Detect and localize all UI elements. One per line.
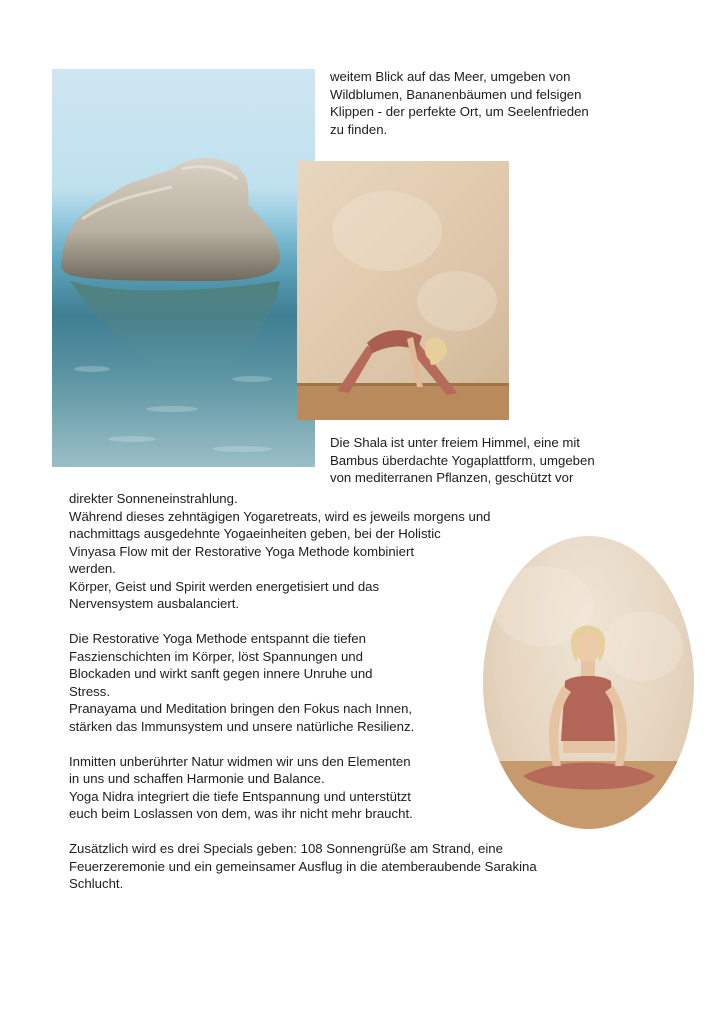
text-line: stärken das Immunsystem und unsere natürliche Resilienz.	[69, 718, 415, 734]
text-line: von mediterranen Pflanzen, geschützt vor	[330, 470, 574, 485]
text-line: Blockaden und wirkt sanft gegen innere Unruhe und	[69, 666, 373, 681]
text-line: Die Shala ist unter freiem Himmel, eine mit	[330, 435, 580, 450]
text-line: Klippen - der perfekte Ort, um Seelenfrieden	[330, 104, 589, 119]
text-line: Schlucht.	[69, 876, 124, 891]
text-line: Stress.	[69, 683, 111, 699]
text-line: Nervensystem ausbalanciert.	[69, 596, 240, 611]
sea-rock-photo	[52, 69, 315, 467]
shala-paragraph	[330, 434, 670, 487]
text-line: Pranayama und Meditation bringen den Fokus nach Innen,	[69, 701, 413, 716]
text-line: Faszienschichten im Körper, löst Spannungen und	[69, 648, 363, 664]
top-paragraph	[330, 68, 650, 138]
main-text	[69, 490, 589, 893]
text-line: Yoga Nidra integriert die tiefe Entspannung und unterstützt	[69, 788, 411, 804]
text-line: Inmitten unberührter Natur widmen wir uns den Elementen	[69, 753, 411, 769]
text-line: Körper, Geist und Spirit werden energetisiert und das	[69, 578, 380, 594]
yoga-pose-photo	[297, 161, 509, 420]
text-line: werden.	[69, 561, 116, 576]
text-line: nachmittags ausgedehnte Yogaeinheiten geben, bei der Holistic	[69, 526, 441, 541]
text-line: direkter Sonneneinstrahlung.	[69, 491, 238, 506]
text-line: in uns und schaffen Harmonie und Balance.	[69, 771, 325, 786]
text-line: Wildblumen, Bananenbäumen und felsigen	[330, 86, 582, 102]
text-line: Feuerzeremonie und ein gemeinsamer Ausflug in die atemberaubende Sarakina	[69, 858, 537, 874]
text-line: zu finden.	[330, 121, 388, 137]
text-line: Die Restorative Yoga Methode entspannt die tiefen	[69, 631, 366, 646]
text-line: Zusätzlich wird es drei Specials geben: 108 Sonnengrüße am Strand, eine	[69, 841, 503, 856]
text-line: Vinyasa Flow mit der Restorative Yoga Methode kombiniert	[69, 543, 415, 559]
text-line: euch beim Loslassen von dem, was ihr nicht mehr braucht.	[69, 806, 413, 821]
text-line: Während dieses zehntägigen Yogaretreats, wird es jeweils morgens und	[69, 508, 491, 524]
text-line: Bambus überdachte Yogaplattform, umgeben	[330, 452, 595, 468]
text-line: weitem Blick auf das Meer, umgeben von	[330, 69, 571, 84]
